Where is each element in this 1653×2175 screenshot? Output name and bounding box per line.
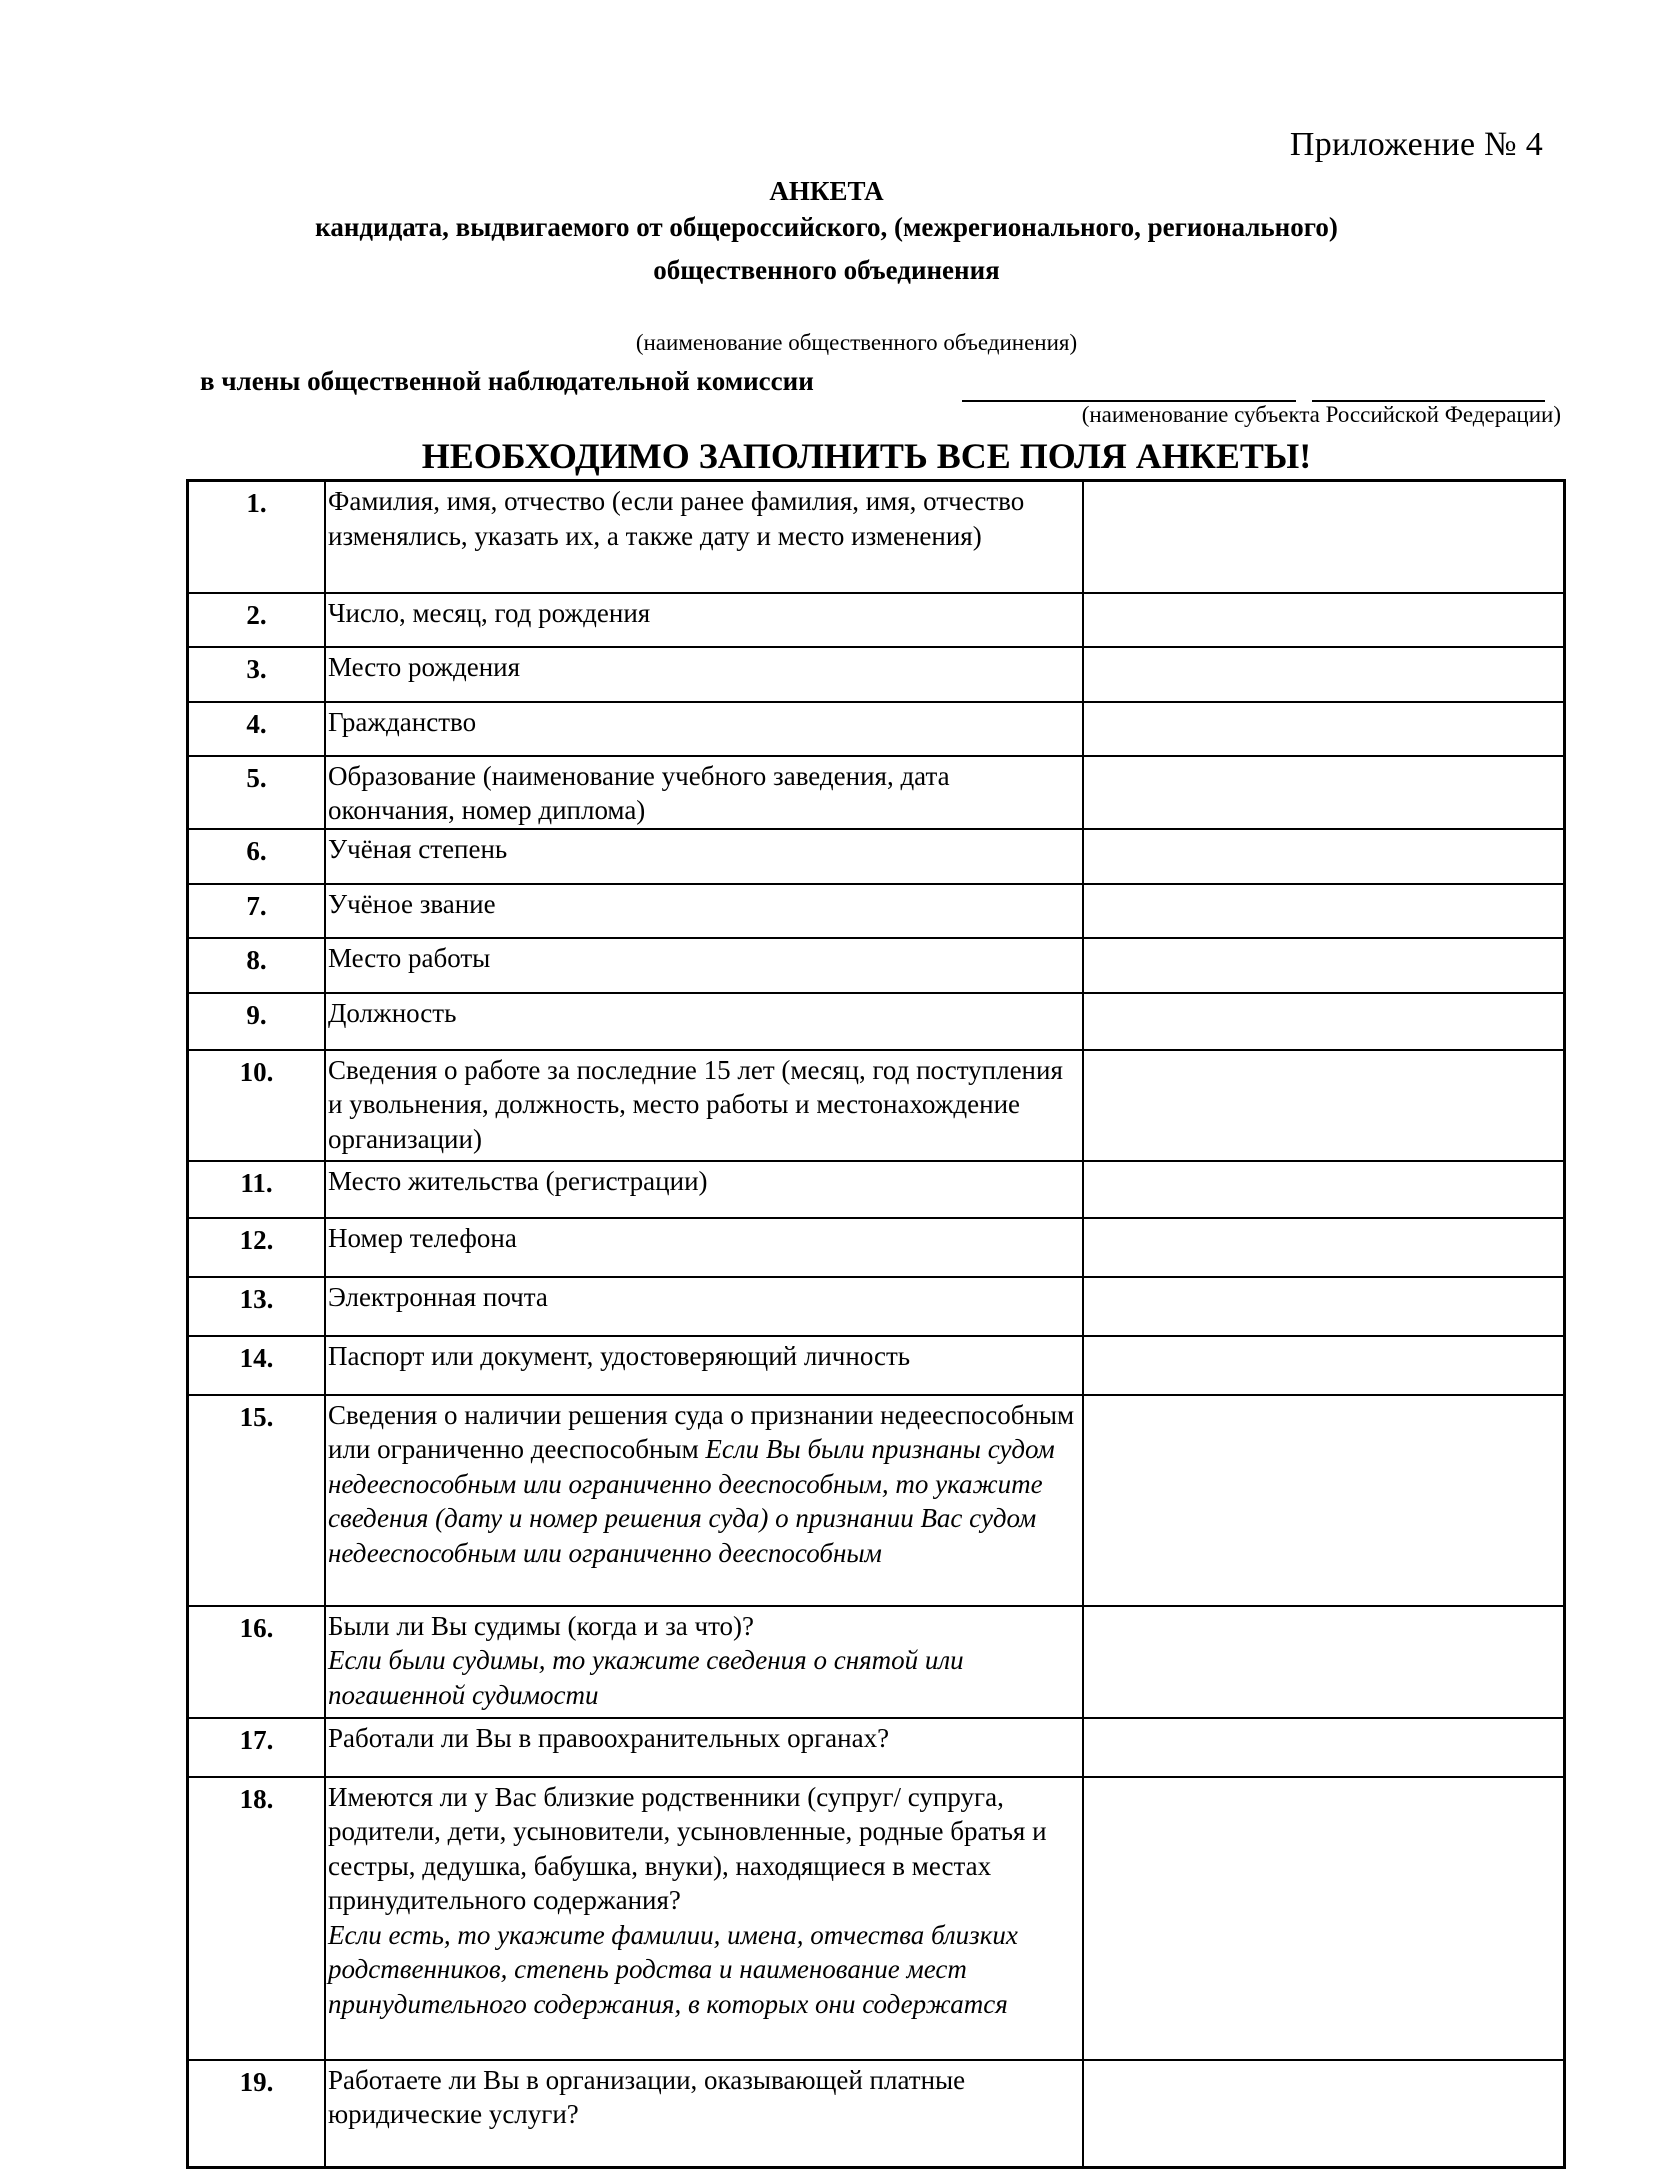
answer-field[interactable] [1083,593,1565,647]
question-cell [325,884,1083,938]
answer-field[interactable] [1083,993,1565,1050]
question-cell [325,702,1083,756]
question-row [188,1218,1565,1277]
question-cell [325,1277,1083,1336]
question-text: Место рождения [328,651,521,682]
question-row [188,1277,1565,1336]
question-row [188,702,1565,756]
question-text: Работаете ли Вы в организации, оказывающей платные юридические услуги? [328,2064,966,2129]
answer-field[interactable] [1083,1161,1565,1218]
answer-field[interactable] [1083,1606,1565,1718]
question-cell [325,1718,1083,1777]
question-note: Если есть, то укажите фамилии, имена, отчества близких родственников, степень родства и наименование мест принудительного содержания, в которых они содержатся [328,1919,1018,2019]
answer-field[interactable] [1083,756,1565,829]
answer-field[interactable] [1083,481,1565,593]
question-text: Электронная почта [328,1281,548,1312]
question-text: Гражданство [328,706,477,737]
question-text: Паспорт или документ, удостоверяющий личность [328,1340,911,1371]
question-number: 19. [188,2060,326,2168]
question-cell [325,1050,1083,1161]
question-text: Учёная степень [328,833,508,864]
answer-field[interactable] [1083,702,1565,756]
question-row [188,481,1565,593]
question-number: 17. [188,1718,326,1777]
question-row [188,756,1565,829]
question-row [188,1606,1565,1718]
question-cell [325,938,1083,993]
question-text: Место работы [328,942,491,973]
answer-field[interactable] [1083,1218,1565,1277]
question-text: Образование (наименование учебного заведения, дата окончания, номер диплома) [328,760,950,825]
question-text: Фамилия, имя, отчество (если ранее фамилия, имя, отчество изменялись, указать их, а также дату и место изменения) [328,486,1025,551]
question-number: 12. [188,1218,326,1277]
answer-field[interactable] [1083,1395,1565,1606]
questionnaire-body [188,481,1565,2168]
question-cell [325,829,1083,884]
question-text: Место жительства (регистрации) [328,1165,708,1196]
question-text: Учёное звание [328,888,496,919]
question-text: Сведения о работе за последние 15 лет (месяц, год поступления и увольнения, должность, место работы и местонахождение организации) [328,1054,1063,1154]
form-subtitle-line1: кандидата, выдвигаемого от общероссийского, (межрегионального, регионального) [315,212,1338,242]
commission-text: в члены общественной наблюдательной комиссии [200,366,814,396]
region-caption: (наименование субъекта Российской Федерации) [1081,402,1561,427]
question-cell [325,647,1083,702]
question-cell [325,1161,1083,1218]
question-number: 6. [188,829,326,884]
question-cell [325,481,1083,593]
question-text: Сведения о наличии решения суда о признании недееспособным или ограниченно дееспособным [328,1399,1075,1464]
question-number: 7. [188,884,326,938]
answer-field[interactable] [1083,2060,1565,2168]
answer-field[interactable] [1083,938,1565,993]
question-number: 10. [188,1050,326,1161]
fill-all-fields-warning: НЕОБХОДИМО ЗАПОЛНИТЬ ВСЕ ПОЛЯ АНКЕТЫ! [421,436,1312,476]
question-row [188,2060,1565,2168]
answer-field[interactable] [1083,1050,1565,1161]
question-number: 3. [188,647,326,702]
question-row [188,938,1565,993]
question-row [188,1395,1565,1606]
question-text: Были ли Вы судимы (когда и за что)? [328,1610,755,1641]
question-number: 16. [188,1606,326,1718]
answer-field[interactable] [1083,647,1565,702]
question-row [188,1336,1565,1395]
question-note: Если Вы были признаны судом недееспособным или ограниченно дееспособным, то укажите сведения (дату и номер решения суда) о признании Вас судом недееспособным или ограниченно дееспособным [328,1434,1055,1568]
question-number: 8. [188,938,326,993]
form-subtitle-line2: общественного объединения [653,255,1000,285]
question-note: Если были судимы, то укажите сведения о снятой или погашенной судимости [328,1645,964,1710]
question-cell [325,993,1083,1050]
question-row [188,1777,1565,2060]
question-number: 18. [188,1777,326,2060]
question-row [188,884,1565,938]
question-cell [325,1218,1083,1277]
question-number: 2. [188,593,326,647]
form-title: АНКЕТА [769,176,884,206]
question-cell [325,2060,1083,2168]
question-cell [325,593,1083,647]
question-number: 14. [188,1336,326,1395]
questionnaire-table [186,479,1566,2169]
question-text: Номер телефона [328,1222,517,1253]
question-text: Должность [328,997,457,1028]
answer-field[interactable] [1083,884,1565,938]
question-number: 15. [188,1395,326,1606]
org-name-caption: (наименование общественного объединения) [635,330,1078,355]
question-number: 1. [188,481,326,593]
answer-field[interactable] [1083,1277,1565,1336]
question-text: Работали ли Вы в правоохранительных органах? [328,1722,890,1753]
question-row [188,647,1565,702]
question-row [188,1718,1565,1777]
answer-field[interactable] [1083,829,1565,884]
appendix-label: Приложение № 4 [1289,126,1543,163]
question-row [188,829,1565,884]
question-number: 11. [188,1161,326,1218]
answer-field[interactable] [1083,1336,1565,1395]
question-cell [325,756,1083,829]
question-cell [325,1606,1083,1718]
question-number: 5. [188,756,326,829]
question-cell [325,1395,1083,1606]
question-text: Имеются ли у Вас близкие родственники (супруг/ супруга, родители, дети, усыновители, усыновленные, родные братья и сестры, дедушка, бабушка, внуки), находящиеся в местах принудительного содержания? [328,1781,1047,1915]
question-cell [325,1336,1083,1395]
question-number: 13. [188,1277,326,1336]
question-row [188,593,1565,647]
question-row [188,993,1565,1050]
question-number: 4. [188,702,326,756]
question-row [188,1161,1565,1218]
question-text: Число, месяц, год рождения [328,597,651,628]
answer-field[interactable] [1083,1718,1565,1777]
question-cell [325,1777,1083,2060]
question-row [188,1050,1565,1161]
answer-field[interactable] [1083,1777,1565,2060]
question-number: 9. [188,993,326,1050]
